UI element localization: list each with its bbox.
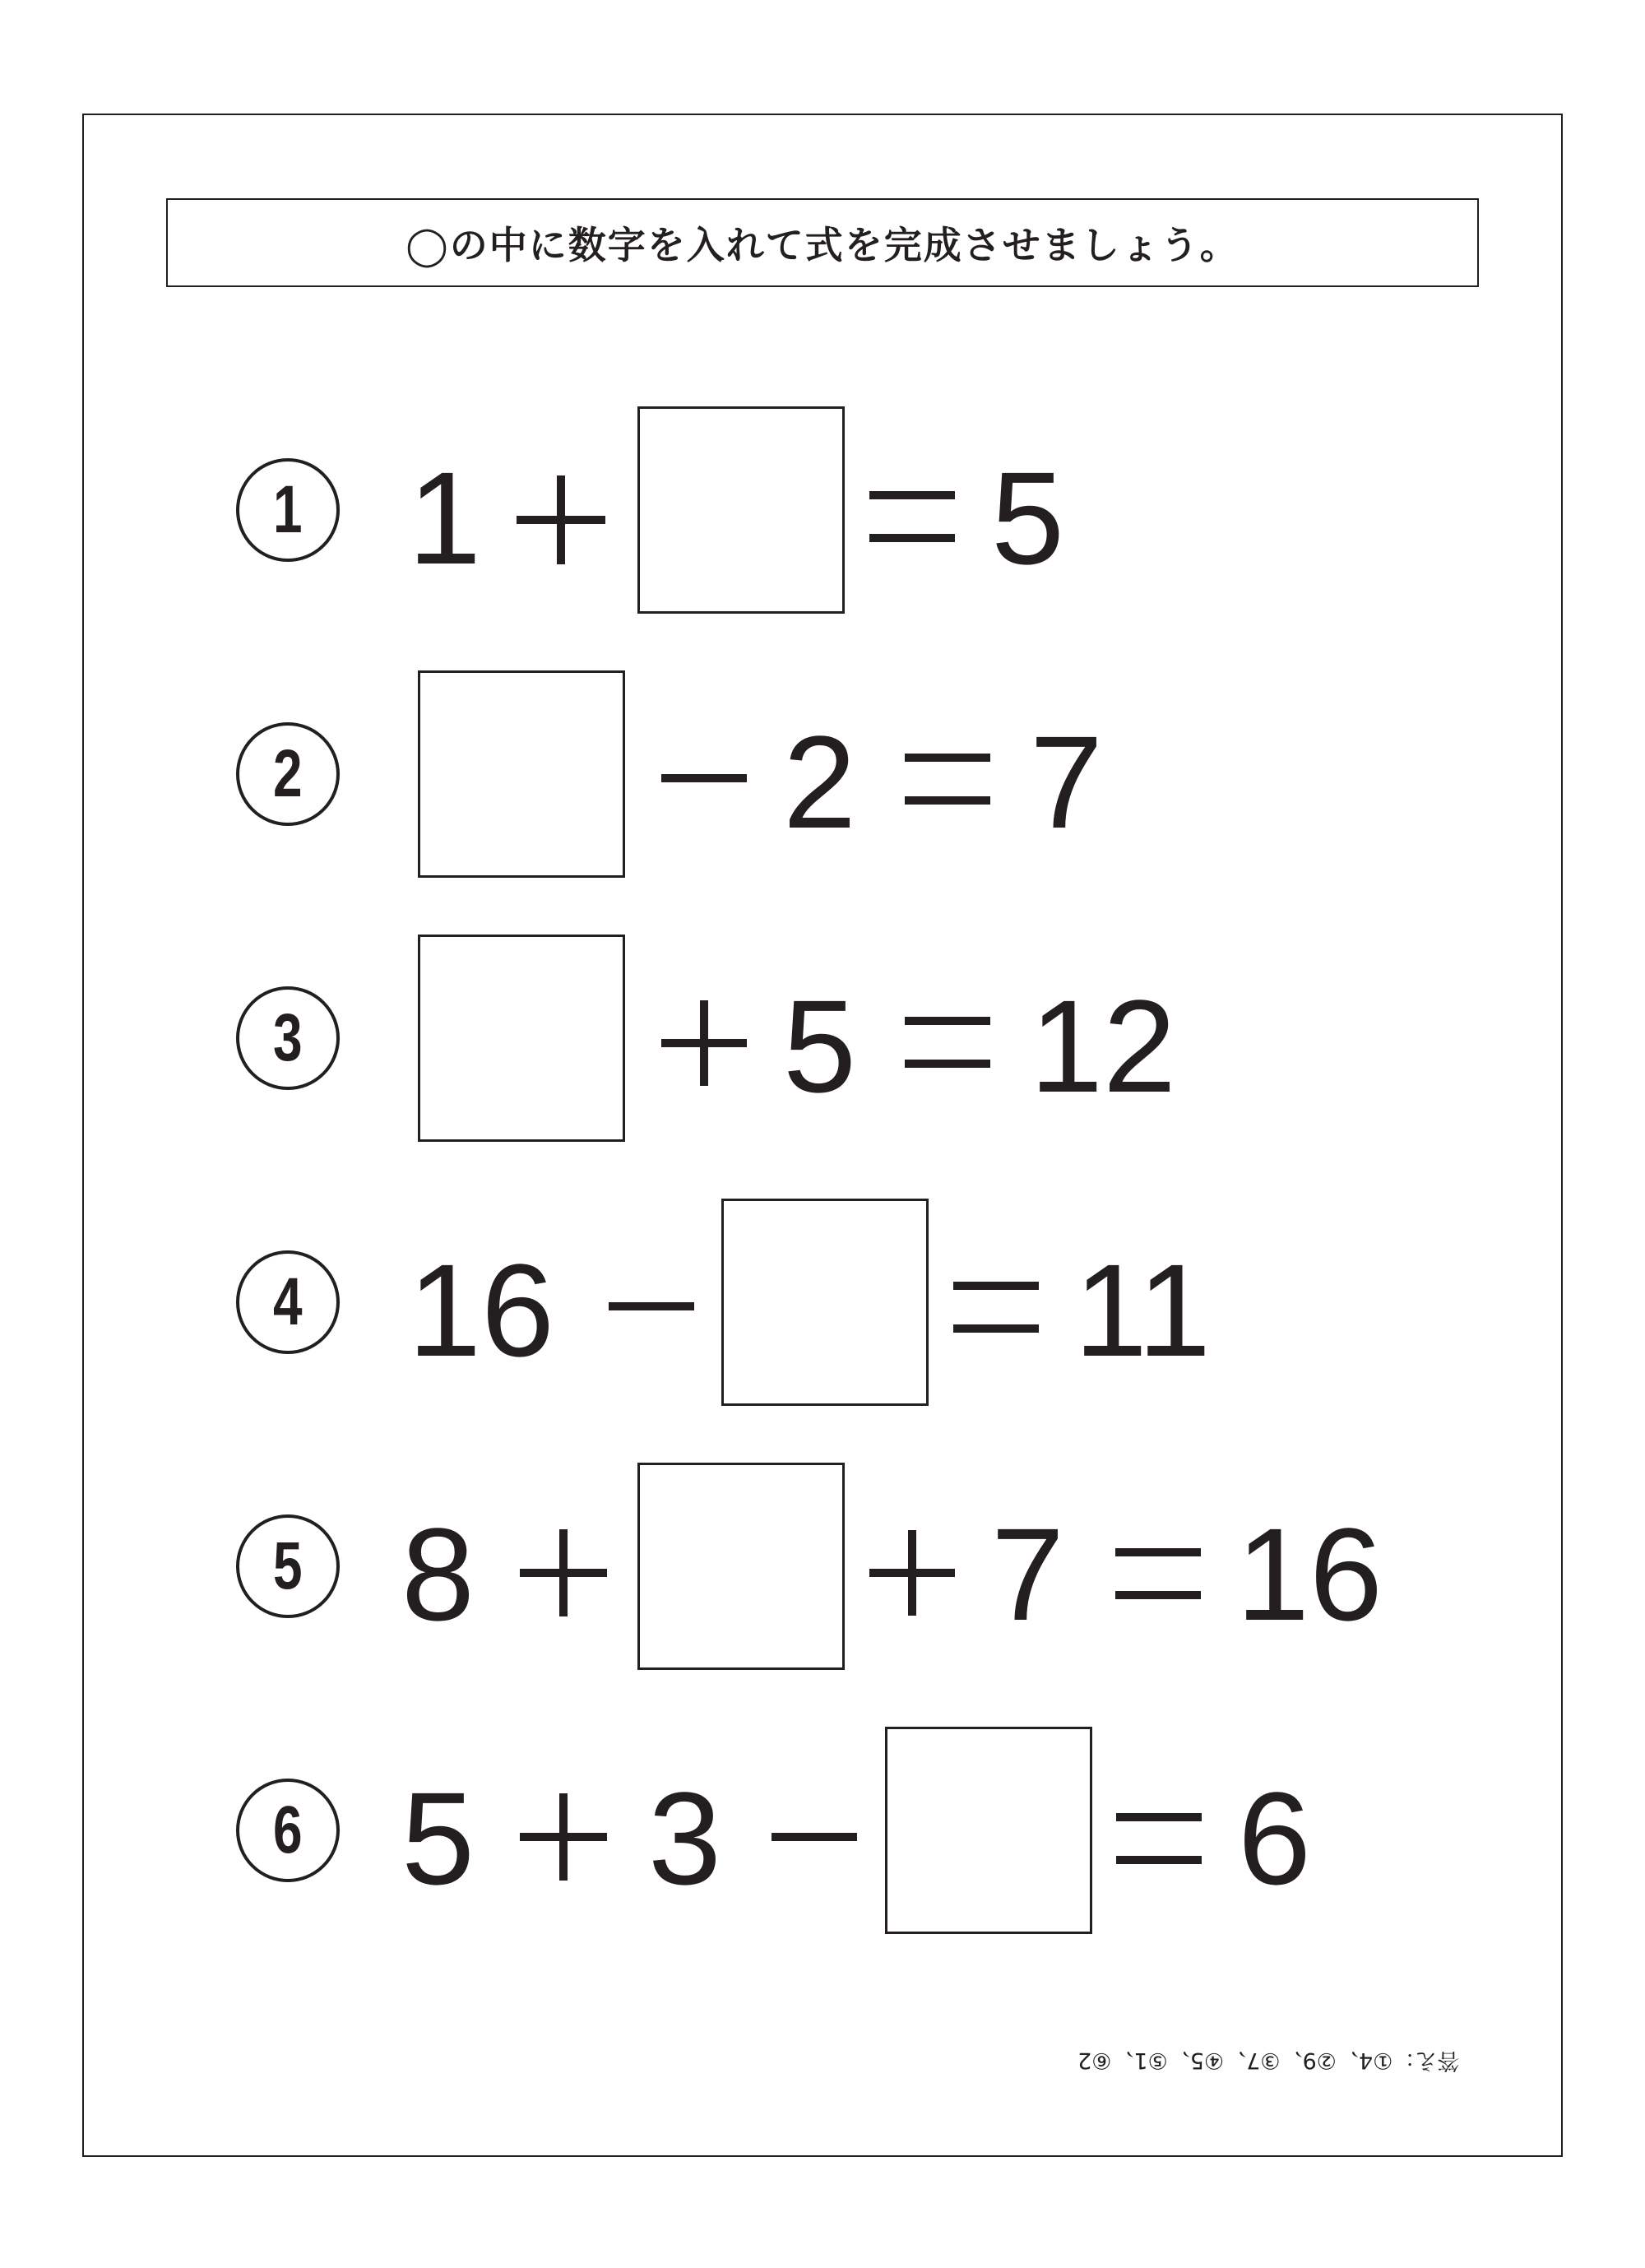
problem-number: 1 (273, 472, 303, 547)
answer-box[interactable] (637, 1463, 845, 1670)
equals-sign (1116, 1813, 1202, 1864)
plus-sign (869, 1530, 955, 1616)
result: 6 (1238, 1765, 1311, 1912)
operand: 8 (401, 1500, 475, 1648)
problem-6 (0, 1723, 1645, 1937)
operand: 3 (648, 1765, 721, 1912)
problem-number-badge (236, 1514, 340, 1618)
operand: 16 (408, 1236, 554, 1384)
problem-2 (0, 667, 1645, 881)
problem-number: 5 (273, 1528, 303, 1603)
equals-sign (905, 754, 990, 805)
problem-number-badge (236, 722, 340, 826)
equals-sign (869, 491, 955, 542)
result: 11 (1074, 1236, 1212, 1384)
plus-sign (520, 1793, 607, 1881)
answer-box[interactable] (418, 670, 625, 878)
minus-sign (661, 774, 747, 782)
problem-4 (0, 1195, 1645, 1409)
plus-sign (517, 475, 605, 564)
minus-sign (609, 1302, 694, 1310)
result: 16 (1236, 1500, 1383, 1648)
minus-sign (772, 1833, 857, 1841)
operand: 2 (783, 708, 856, 856)
problem-number: 6 (273, 1793, 303, 1867)
problem-number: 3 (273, 1000, 303, 1075)
problem-number-badge (236, 458, 340, 562)
problem-number-badge (236, 1250, 340, 1354)
equals-sign (953, 1282, 1039, 1333)
answer-key-upside-down: 答え：①4、②9、③7、④5、⑤1、⑥2 (1077, 2048, 1460, 2073)
result: 12 (1030, 972, 1176, 1120)
problem-3 (0, 931, 1645, 1145)
problem-number: 2 (273, 736, 303, 811)
operand: 7 (991, 1500, 1064, 1648)
result: 5 (991, 444, 1064, 591)
problem-1 (0, 403, 1645, 617)
equals-sign (1115, 1548, 1201, 1599)
equals-sign (905, 1017, 990, 1068)
plus-sign (661, 1000, 747, 1086)
plus-sign (520, 1529, 607, 1616)
answer-box[interactable] (721, 1199, 929, 1406)
answer-box[interactable] (637, 406, 845, 614)
result: 7 (1030, 708, 1103, 856)
problem-5 (0, 1459, 1645, 1673)
answer-box[interactable] (418, 935, 625, 1142)
problem-number-badge (236, 986, 340, 1090)
operand: 5 (401, 1765, 475, 1912)
answer-box[interactable] (885, 1727, 1092, 1934)
instruction-banner (166, 198, 1479, 287)
operand: 1 (408, 444, 481, 591)
problem-number: 4 (273, 1264, 303, 1339)
problem-number-badge (236, 1779, 340, 1882)
operand: 5 (783, 972, 856, 1120)
instruction-text: ◯の中に数字を入れて式を完成させましょう。 (405, 223, 1240, 267)
